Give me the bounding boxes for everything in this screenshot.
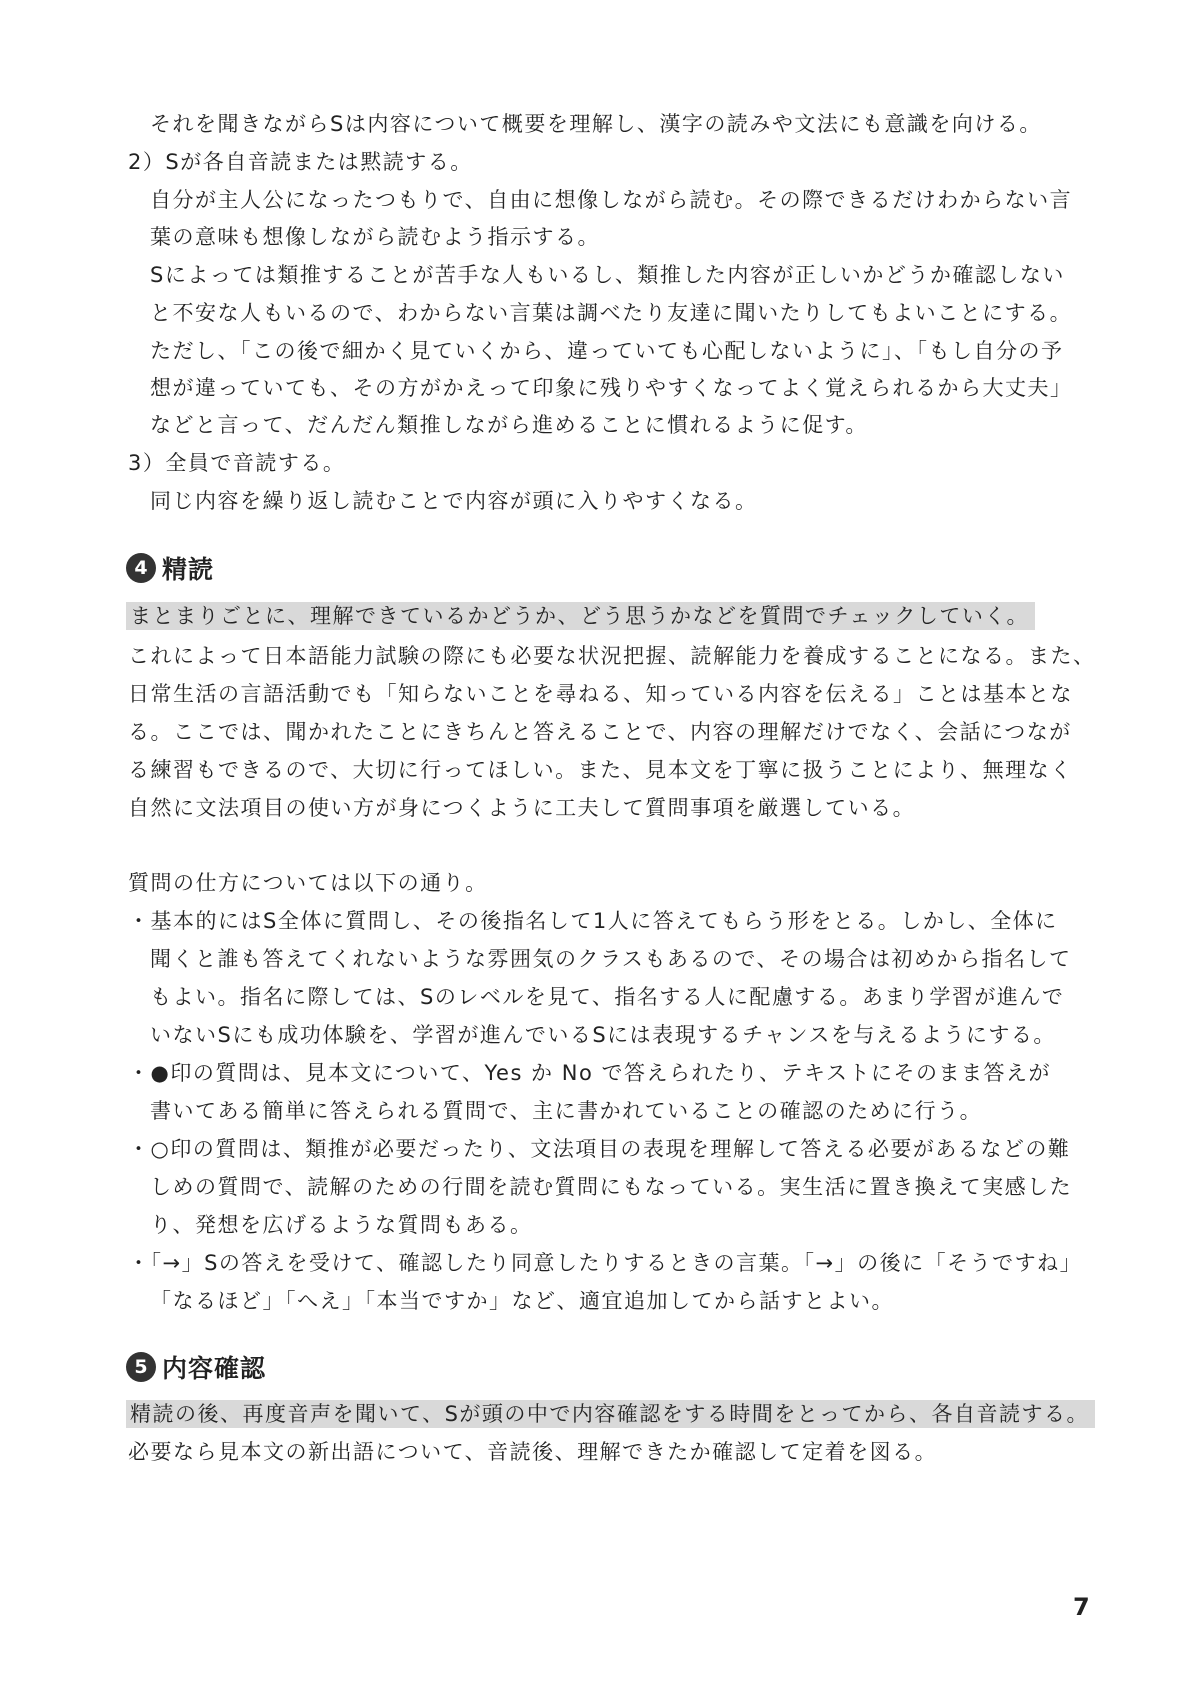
body-line: Sによっては類推することが苦手な人もいるし、類推した内容が正しいかどうか確認しない	[150, 263, 1065, 287]
summary-highlight: まとまりごとに、理解できているかどうか、どう思うかなどを質問でチェックしていく。	[126, 602, 1035, 630]
bullet-line: り、発想を広げるような質問もある。	[150, 1213, 533, 1237]
page-number: 7	[1073, 1593, 1090, 1621]
paragraph-line: る。ここでは、聞かれたことにきちんと答えることで、内容の理解だけでなく、会話につなが	[128, 720, 1072, 744]
summary-highlight: 精読の後、再度音声を聞いて、Sが頭の中で内容確認をする時間をとってから、各自音読する。	[126, 1400, 1095, 1428]
section-4-heading	[126, 548, 214, 588]
bullet-line: ・「→」Sの答えを受けて、確認したり同意したりするときの言葉。「→」の後に「そうですね」	[128, 1251, 1083, 1275]
bullet-line: 聞くと誰も答えてくれないような雰囲気のクラスもあるので、その場合は初めから指名して	[150, 947, 1072, 971]
body-line: 同じ内容を繰り返し読むことで内容が頭に入りやすくなる。	[150, 489, 758, 513]
body-line: 自分が主人公になったつもりで、自由に想像しながら読む。その際できるだけわからない言	[150, 188, 1073, 212]
section-4-title: 精読	[162, 555, 215, 584]
body-line: と不安な人もいるので、わからない言葉は調べたり友達に聞いたりしてもよいことにする。	[150, 301, 1073, 325]
paragraph-line: 自然に文法項目の使い方が身につくように工夫して質問事項を厳選している。	[128, 796, 916, 820]
bullet-line: 書いてある簡単に答えられる質問で、主に書かれていることの確認のために行う。	[150, 1099, 983, 1123]
bullet-line: もよい。指名に際しては、Sのレベルを見て、指名する人に配慮する。あまり学習が進んで	[150, 985, 1065, 1009]
section-5-heading	[126, 1347, 266, 1387]
body-line: ただし、「この後で細かく見ていくから、違っていても心配しないように」、「もし自分の予	[150, 339, 1064, 363]
bullet-line: ・●印の質問は、見本文について、Yes か No で答えられたり、テキストにそのまま答えが	[128, 1061, 1052, 1085]
step-3-line: 3）全員で音読する。	[128, 451, 346, 475]
bullet-line: ・基本的にはS全体に質問し、その後指名して1人に答えてもらう形をとる。しかし、全体に	[128, 909, 1058, 933]
questions-intro: 質問の仕方については以下の通り。	[128, 871, 488, 895]
section-4-summary	[126, 601, 1035, 631]
body-line: などと言って、だんだん類推しながら進めることに慣れるように促す。	[150, 413, 868, 437]
body-line: 想が違っていても、その方がかえって印象に残りやすくなってよく覚えられるから大丈夫」	[150, 376, 1073, 400]
paragraph-line: る練習もできるので、大切に行ってほしい。また、見本文を丁寧に扱うことにより、無理なく	[128, 758, 1073, 782]
step-2-line: 2）Sが各自音読または黙読する。	[128, 150, 473, 174]
bullet-line: いないSにも成功体験を、学習が進んでいるSには表現するチャンスを与えるようにする。	[150, 1023, 1056, 1047]
paragraph-line: これによって日本語能力試験の際にも必要な状況把握、読解能力を養成することになる。また、	[128, 644, 1096, 668]
paragraph-line: 日常生活の言語活動でも「知らないことを尋ねる、知っている内容を伝える」ことは基本とな	[128, 682, 1073, 706]
section-4-number: 4	[126, 553, 156, 583]
bullet-line: ・○印の質問は、類推が必要だったり、文法項目の表現を理解して答える必要があるなどの難	[128, 1137, 1071, 1161]
body-line: それを聞きながらSは内容について概要を理解し、漢字の読みや文法にも意識を向ける。	[150, 112, 1042, 136]
bullet-line: しめの質問で、読解のための行間を読む質問にもなっている。実生活に置き換えて実感した	[150, 1175, 1073, 1199]
body-line: 必要なら見本文の新出語について、音読後、理解できたか確認して定着を図る。	[128, 1440, 938, 1464]
body-line: 葉の意味も想像しながら読むよう指示する。	[150, 225, 600, 249]
section-5-number: 5	[126, 1352, 156, 1382]
section-5-summary	[126, 1399, 1095, 1429]
bullet-line: 「なるほど」「へえ」「本当ですか」など、適宜追加してから話すとよい。	[150, 1289, 894, 1313]
section-5-title: 内容確認	[162, 1354, 267, 1383]
